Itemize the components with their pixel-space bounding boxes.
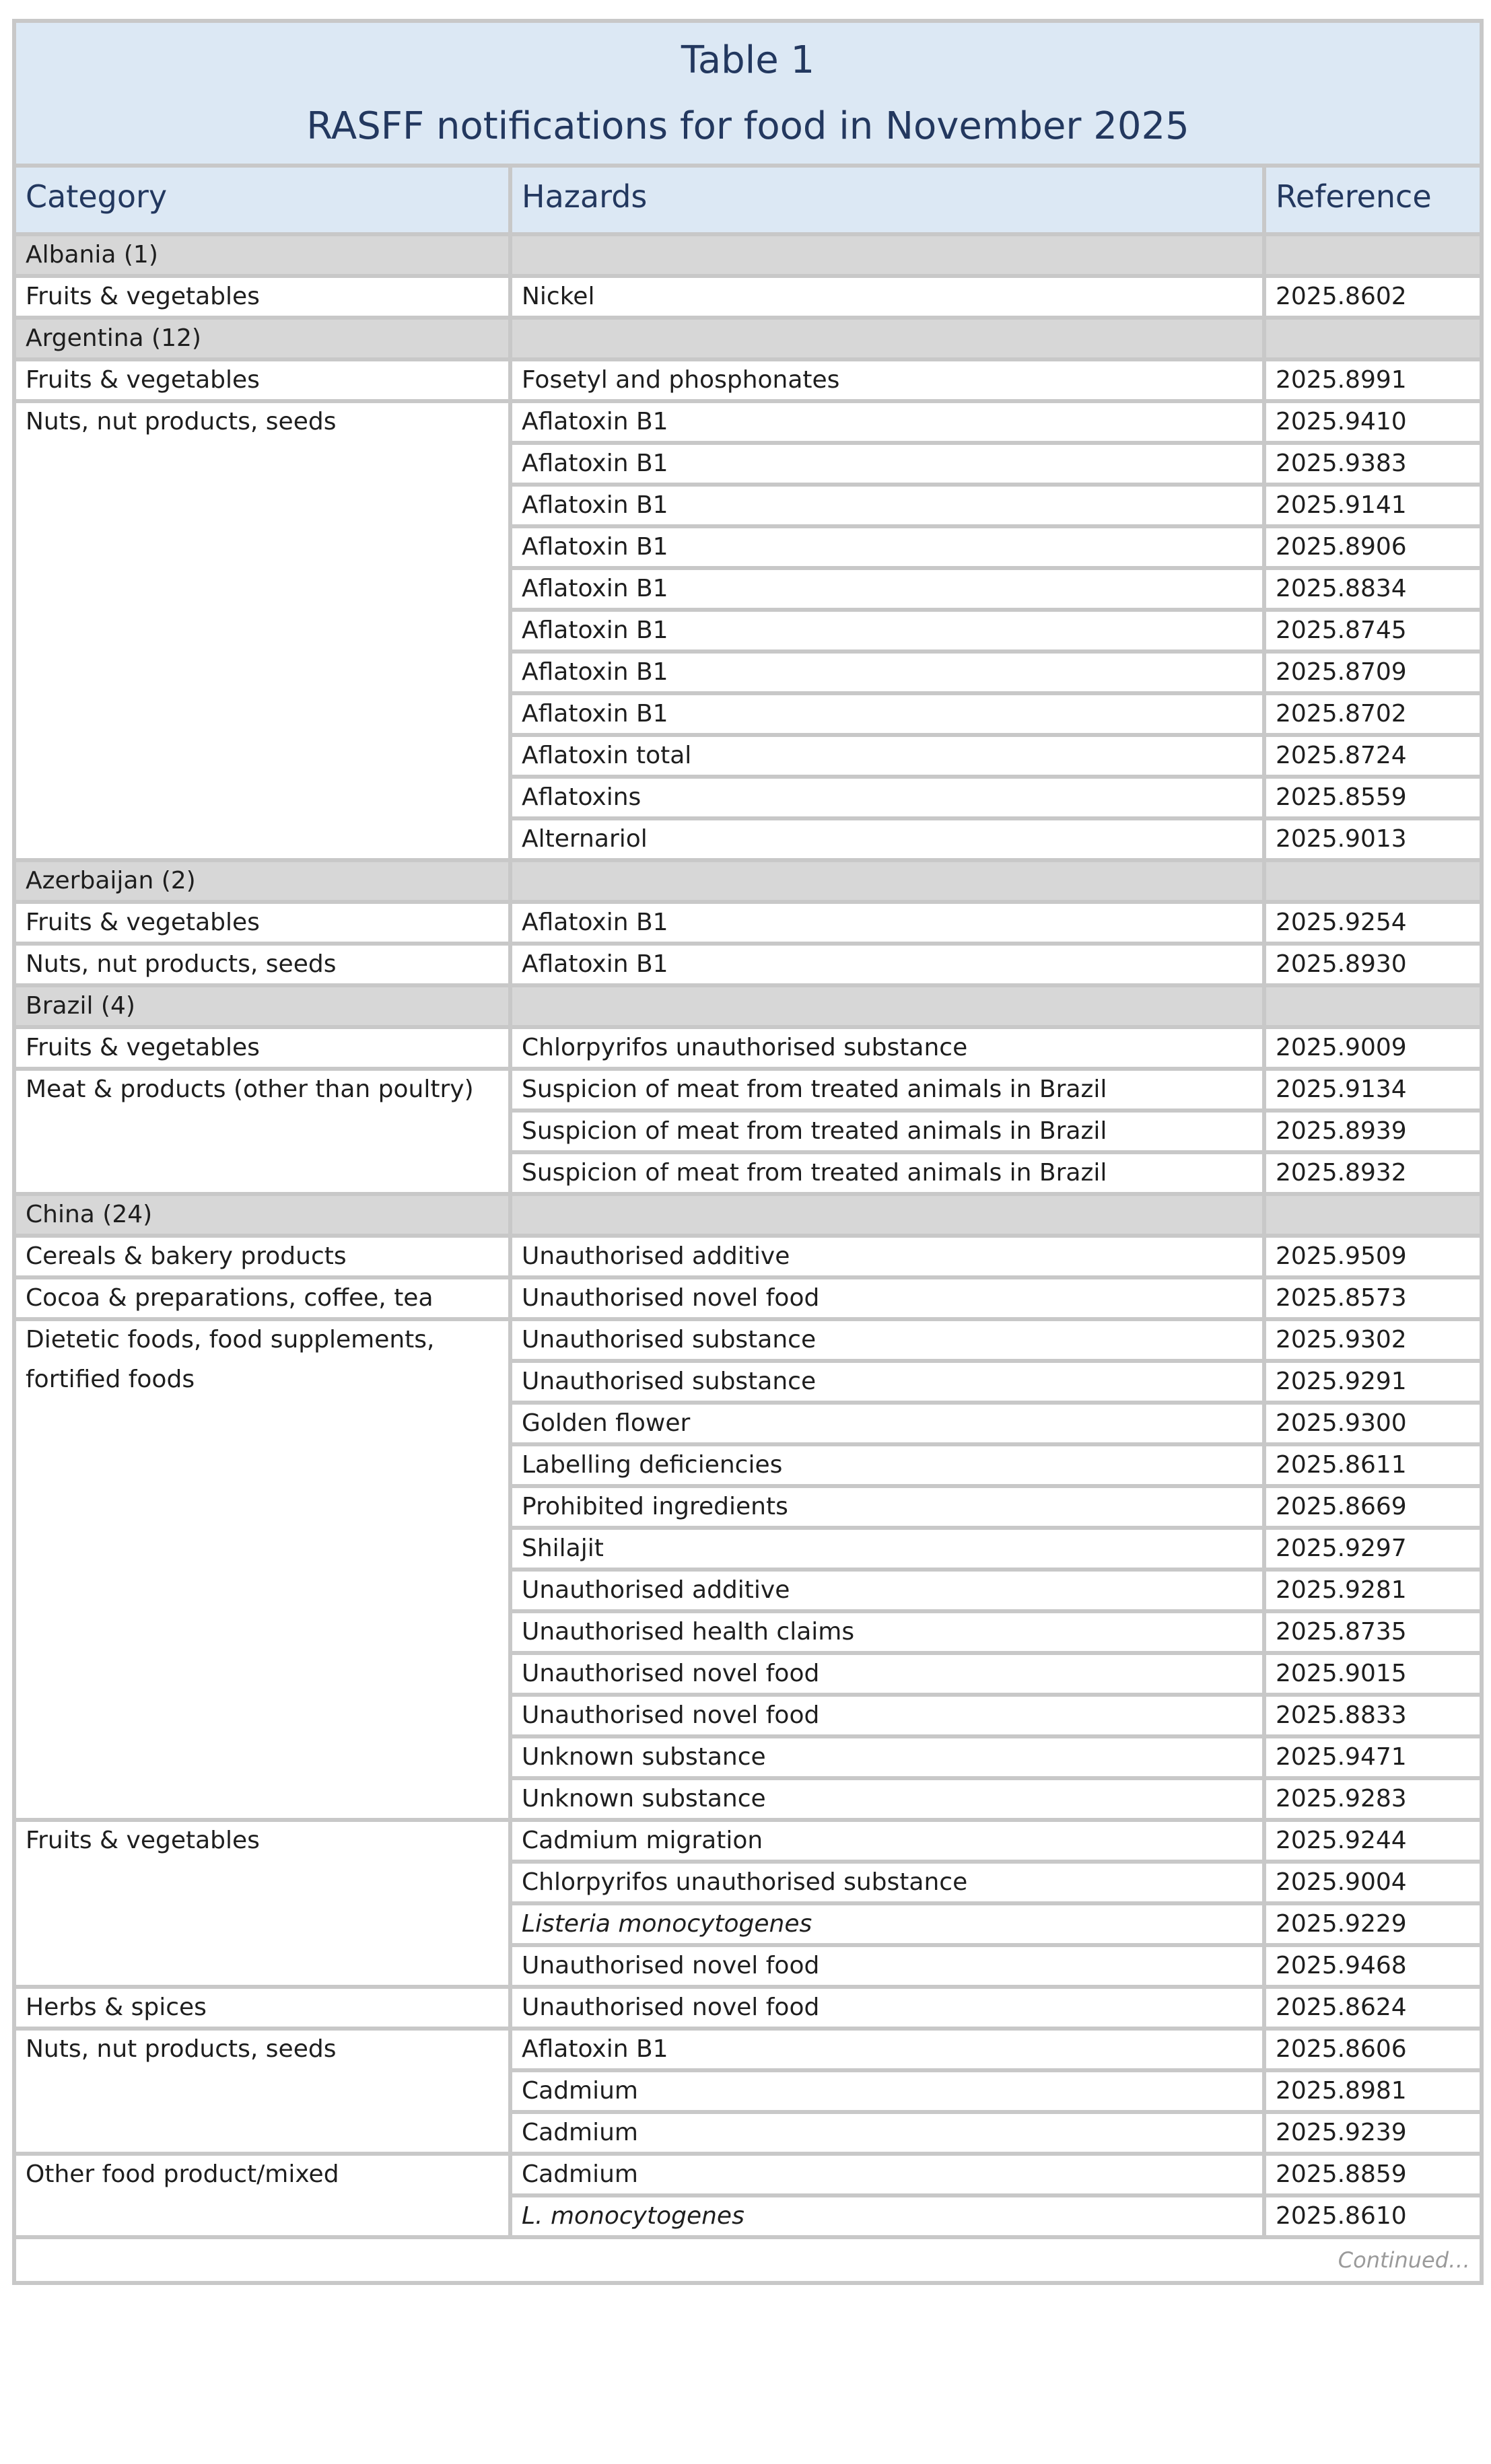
reference-cell: 2025.9134	[1264, 1069, 1482, 1111]
hazard-cell: Unauthorised additive	[510, 1236, 1264, 1277]
table-row	[14, 359, 1482, 401]
reference-cell: 2025.8859	[1264, 2154, 1482, 2195]
table-row	[14, 1027, 1482, 1069]
category-cell	[14, 1611, 510, 1653]
table-row	[14, 1528, 1482, 1570]
reference-cell: 2025.9281	[1264, 1570, 1482, 1611]
reference-cell: 2025.8610	[1264, 2195, 1482, 2237]
country-empty-cell	[1264, 318, 1482, 359]
category-cell	[14, 1444, 510, 1486]
hazard-cell: Cadmium migration	[510, 1820, 1264, 1862]
table-row	[14, 735, 1482, 777]
category-cell	[14, 1152, 510, 1194]
country-row	[14, 234, 1482, 276]
hazard-cell: Aflatoxin B1	[510, 610, 1264, 652]
country-empty-cell	[1264, 234, 1482, 276]
table-row	[14, 1736, 1482, 1778]
category-cell: fortified foods	[14, 1361, 510, 1403]
table-row	[14, 1111, 1482, 1152]
table-row	[14, 1319, 1482, 1361]
category-cell: Fruits & vegetables	[14, 1027, 510, 1069]
table-row	[14, 401, 1482, 443]
hazard-cell: Listeria monocytogenes	[510, 1903, 1264, 1945]
hazard-cell: Unknown substance	[510, 1736, 1264, 1778]
reference-cell: 2025.8735	[1264, 1611, 1482, 1653]
category-cell	[14, 1736, 510, 1778]
country-label: Argentina (12)	[14, 318, 510, 359]
reference-cell: 2025.8573	[1264, 1277, 1482, 1319]
category-cell: Fruits & vegetables	[14, 902, 510, 944]
country-label: Azerbaijan (2)	[14, 860, 510, 902]
reference-cell: 2025.9141	[1264, 485, 1482, 526]
reference-cell: 2025.8602	[1264, 276, 1482, 318]
reference-cell: 2025.9229	[1264, 1903, 1482, 1945]
reference-cell: 2025.9254	[1264, 902, 1482, 944]
reference-cell: 2025.8624	[1264, 1987, 1482, 2029]
hazard-cell: Prohibited ingredients	[510, 1486, 1264, 1528]
reference-cell: 2025.9283	[1264, 1778, 1482, 1820]
category-cell: Fruits & vegetables	[14, 1820, 510, 1862]
category-cell	[14, 1862, 510, 1903]
table-row	[14, 1695, 1482, 1736]
reference-cell: 2025.8611	[1264, 1444, 1482, 1486]
category-cell	[14, 1778, 510, 1820]
country-empty-cell	[1264, 985, 1482, 1027]
hazard-cell: Unauthorised health claims	[510, 1611, 1264, 1653]
header-reference: Reference	[1264, 166, 1482, 234]
category-cell	[14, 526, 510, 568]
category-cell	[14, 1111, 510, 1152]
hazard-cell: Golden flower	[510, 1403, 1264, 1444]
hazard-cell: Aflatoxin B1	[510, 485, 1264, 526]
reference-cell: 2025.8906	[1264, 526, 1482, 568]
table-row	[14, 944, 1482, 985]
hazard-cell: Suspicion of meat from treated animals in Brazil	[510, 1111, 1264, 1152]
table-row	[14, 1945, 1482, 1987]
table-row	[14, 2154, 1482, 2195]
table-title: RASFF notifications for food in November 2025	[306, 104, 1189, 148]
country-empty-cell	[510, 234, 1264, 276]
table-row	[14, 777, 1482, 818]
reference-cell: 2025.8991	[1264, 359, 1482, 401]
hazard-cell: Chlorpyrifos unauthorised substance	[510, 1027, 1264, 1069]
category-cell	[14, 652, 510, 693]
country-row	[14, 1194, 1482, 1236]
table-row	[14, 443, 1482, 485]
hazard-cell: L. monocytogenes	[510, 2195, 1264, 2237]
hazard-cell: Suspicion of meat from treated animals in Brazil	[510, 1152, 1264, 1194]
rasff-table	[12, 19, 1484, 2285]
reference-cell: 2025.8606	[1264, 2029, 1482, 2070]
category-cell	[14, 1528, 510, 1570]
table-row	[14, 276, 1482, 318]
category-cell	[14, 2112, 510, 2154]
category-cell	[14, 1653, 510, 1695]
category-cell	[14, 735, 510, 777]
table-row	[14, 1862, 1482, 1903]
reference-cell: 2025.9004	[1264, 1862, 1482, 1903]
reference-cell: 2025.8834	[1264, 568, 1482, 610]
category-cell: Fruits & vegetables	[14, 276, 510, 318]
country-label: China (24)	[14, 1194, 510, 1236]
reference-cell: 2025.8939	[1264, 1111, 1482, 1152]
table-row	[14, 610, 1482, 652]
reference-cell: 2025.8724	[1264, 735, 1482, 777]
reference-cell: 2025.9239	[1264, 2112, 1482, 2154]
hazard-cell: Cadmium	[510, 2070, 1264, 2112]
continued-note: Continued…	[14, 2237, 1482, 2283]
reference-cell: 2025.9302	[1264, 1319, 1482, 1361]
table-row	[14, 2195, 1482, 2237]
hazard-cell: Unknown substance	[510, 1778, 1264, 1820]
table-row	[14, 1611, 1482, 1653]
category-cell	[14, 485, 510, 526]
hazard-cell: Aflatoxin B1	[510, 526, 1264, 568]
reference-cell: 2025.9291	[1264, 1361, 1482, 1403]
category-cell: Fruits & vegetables	[14, 359, 510, 401]
country-empty-cell	[1264, 1194, 1482, 1236]
category-cell: Meat & products (other than poultry)	[14, 1069, 510, 1111]
hazard-cell: Aflatoxin total	[510, 735, 1264, 777]
reference-cell: 2025.8930	[1264, 944, 1482, 985]
hazard-cell: Aflatoxin B1	[510, 693, 1264, 735]
category-cell	[14, 2070, 510, 2112]
country-label: Albania (1)	[14, 234, 510, 276]
reference-cell: 2025.8833	[1264, 1695, 1482, 1736]
reference-cell: 2025.8669	[1264, 1486, 1482, 1528]
category-cell	[14, 568, 510, 610]
header-category: Category	[14, 166, 510, 234]
hazard-cell: Unauthorised substance	[510, 1319, 1264, 1361]
table-row	[14, 1069, 1482, 1111]
country-empty-cell	[510, 985, 1264, 1027]
country-empty-cell	[510, 318, 1264, 359]
hazard-cell: Aflatoxin B1	[510, 568, 1264, 610]
table-row	[14, 2029, 1482, 2070]
hazard-cell: Unauthorised additive	[510, 1570, 1264, 1611]
header-hazards: Hazards	[510, 166, 1264, 234]
reference-cell: 2025.9300	[1264, 1403, 1482, 1444]
category-cell: Dietetic foods, food supplements,	[14, 1319, 510, 1361]
hazard-cell: Aflatoxin B1	[510, 902, 1264, 944]
table-row	[14, 1778, 1482, 1820]
reference-cell: 2025.8559	[1264, 777, 1482, 818]
reference-cell: 2025.8745	[1264, 610, 1482, 652]
category-cell	[14, 818, 510, 860]
category-cell: Nuts, nut products, seeds	[14, 944, 510, 985]
category-cell: Nuts, nut products, seeds	[14, 2029, 510, 2070]
category-cell	[14, 610, 510, 652]
reference-cell: 2025.9013	[1264, 818, 1482, 860]
table-row	[14, 485, 1482, 526]
hazard-cell: Unauthorised novel food	[510, 1653, 1264, 1695]
table-row	[14, 1653, 1482, 1695]
table-row	[14, 652, 1482, 693]
hazard-cell: Aflatoxin B1	[510, 401, 1264, 443]
country-empty-cell	[1264, 860, 1482, 902]
reference-cell: 2025.9509	[1264, 1236, 1482, 1277]
category-cell	[14, 1695, 510, 1736]
category-cell: Cocoa & preparations, coffee, tea	[14, 1277, 510, 1319]
category-cell	[14, 777, 510, 818]
reference-cell: 2025.8709	[1264, 652, 1482, 693]
hazard-cell: Cadmium	[510, 2154, 1264, 2195]
table-row	[14, 1152, 1482, 1194]
table-row	[14, 1236, 1482, 1277]
reference-cell: 2025.9015	[1264, 1653, 1482, 1695]
country-empty-cell	[510, 860, 1264, 902]
country-row	[14, 985, 1482, 1027]
hazard-cell: Labelling deficiencies	[510, 1444, 1264, 1486]
country-row	[14, 860, 1482, 902]
reference-cell: 2025.8932	[1264, 1152, 1482, 1194]
category-cell	[14, 1486, 510, 1528]
table-row	[14, 693, 1482, 735]
country-empty-cell	[510, 1194, 1264, 1236]
country-label: Brazil (4)	[14, 985, 510, 1027]
table-page	[12, 19, 1480, 2450]
hazard-cell: Aflatoxin B1	[510, 2029, 1264, 2070]
reference-cell: 2025.9468	[1264, 1945, 1482, 1987]
category-cell: Herbs & spices	[14, 1987, 510, 2029]
category-cell	[14, 1945, 510, 1987]
reference-cell: 2025.8981	[1264, 2070, 1482, 2112]
table-row	[14, 1361, 1482, 1403]
hazard-cell: Unauthorised novel food	[510, 1987, 1264, 2029]
table-number: Table 1	[681, 38, 815, 82]
reference-cell: 2025.8702	[1264, 693, 1482, 735]
hazard-cell: Cadmium	[510, 2112, 1264, 2154]
country-row	[14, 318, 1482, 359]
category-cell	[14, 1570, 510, 1611]
table-row	[14, 902, 1482, 944]
hazard-cell: Unauthorised substance	[510, 1361, 1264, 1403]
hazard-cell: Aflatoxin B1	[510, 652, 1264, 693]
reference-cell: 2025.9244	[1264, 1820, 1482, 1862]
table-row	[14, 2112, 1482, 2154]
category-cell: Nuts, nut products, seeds	[14, 401, 510, 443]
table-row	[14, 1403, 1482, 1444]
table-row	[14, 1820, 1482, 1862]
hazard-cell: Shilajit	[510, 1528, 1264, 1570]
table-row	[14, 1903, 1482, 1945]
table-caption	[14, 21, 1482, 166]
category-cell	[14, 1903, 510, 1945]
table-row	[14, 1277, 1482, 1319]
hazard-cell: Aflatoxin B1	[510, 944, 1264, 985]
category-cell: Other food product/mixed	[14, 2154, 510, 2195]
table-row	[14, 818, 1482, 860]
hazard-cell: Nickel	[510, 276, 1264, 318]
table-body	[14, 234, 1482, 2237]
hazard-cell: Unauthorised novel food	[510, 1277, 1264, 1319]
hazard-cell: Unauthorised novel food	[510, 1695, 1264, 1736]
hazard-cell: Alternariol	[510, 818, 1264, 860]
category-cell	[14, 693, 510, 735]
table-row	[14, 2070, 1482, 2112]
hazard-cell: Fosetyl and phosphonates	[510, 359, 1264, 401]
category-cell: Cereals & bakery products	[14, 1236, 510, 1277]
table-row	[14, 526, 1482, 568]
hazard-cell: Aflatoxins	[510, 777, 1264, 818]
hazard-cell: Aflatoxin B1	[510, 443, 1264, 485]
table-row	[14, 568, 1482, 610]
table-row	[14, 1987, 1482, 2029]
category-cell	[14, 443, 510, 485]
hazard-cell: Unauthorised novel food	[510, 1945, 1264, 1987]
hazard-cell: Chlorpyrifos unauthorised substance	[510, 1862, 1264, 1903]
category-cell	[14, 2195, 510, 2237]
table-row	[14, 1444, 1482, 1486]
hazard-cell: Suspicion of meat from treated animals in Brazil	[510, 1069, 1264, 1111]
reference-cell: 2025.9383	[1264, 443, 1482, 485]
reference-cell: 2025.9297	[1264, 1528, 1482, 1570]
reference-cell: 2025.9471	[1264, 1736, 1482, 1778]
table-row	[14, 1570, 1482, 1611]
category-cell	[14, 1403, 510, 1444]
reference-cell: 2025.9410	[1264, 401, 1482, 443]
reference-cell: 2025.9009	[1264, 1027, 1482, 1069]
table-row	[14, 1486, 1482, 1528]
